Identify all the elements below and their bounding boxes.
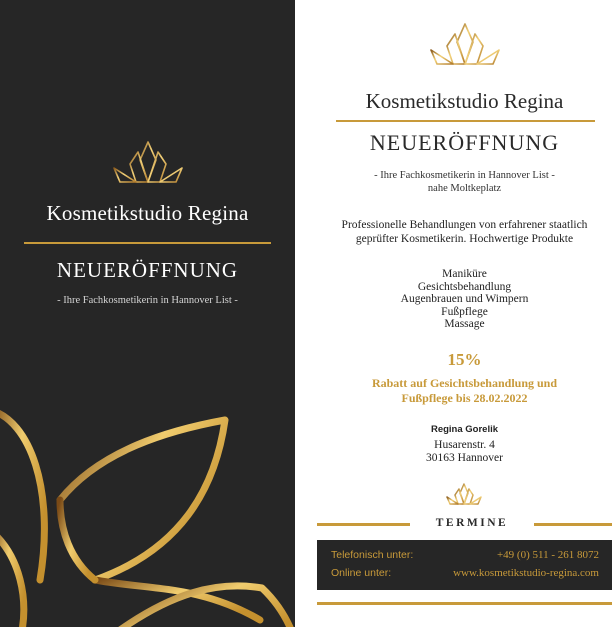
info-panel	[317, 0, 612, 627]
lotus-crown-icon	[444, 482, 484, 509]
gold-divider	[336, 120, 595, 122]
promo-text	[347, 376, 582, 406]
website-link[interactable]: www.kosmetikstudio-regina.com	[453, 567, 599, 579]
list-item: Maniküre	[442, 268, 487, 280]
description	[325, 218, 604, 246]
contact-box	[317, 540, 612, 590]
cover-panel	[0, 0, 295, 627]
subtitle-line: nahe Moltkeplatz	[427, 183, 502, 194]
gold-divider	[24, 242, 271, 244]
list-item: Fußpflege	[441, 305, 488, 318]
subtitle	[317, 169, 612, 195]
address-city: 30163 Hannover	[426, 452, 503, 464]
services-list	[317, 268, 612, 331]
headline: NEUERÖFFNUNG	[369, 130, 560, 155]
phone-link[interactable]: +49 (0) 511 - 261 8072	[496, 549, 599, 561]
description-line: Professionelle Behandlungen von erfahrener staatlich	[341, 219, 588, 231]
address	[317, 439, 612, 465]
leaf-outline-icon	[0, 380, 295, 627]
contact-row-phone	[331, 549, 599, 565]
phone-label: Telefonisch unter:	[331, 549, 414, 561]
online-label: Online unter:	[331, 567, 392, 579]
headline: NEUERÖFFNUNG	[56, 258, 239, 282]
subtitle: - Ihre Fachkosmetikerin in Hannover List -	[57, 295, 238, 306]
discount-value: 15%	[447, 350, 482, 369]
lotus-crown-icon	[425, 20, 505, 74]
owner-name: Regina Gorelik	[430, 424, 499, 435]
address-street: Husarenstr. 4	[434, 439, 495, 451]
gold-divider	[534, 523, 612, 526]
description-line: geprüfter Kosmetikerin. Hochwertige Produkte	[355, 233, 574, 245]
section-heading-termine: TERMINE	[435, 517, 509, 529]
list-item: Massage	[444, 318, 485, 330]
list-item: Gesichtsbehandlung	[417, 280, 512, 293]
list-item: Augenbrauen und Wimpern	[400, 293, 529, 305]
lotus-crown-icon	[108, 138, 188, 192]
gold-divider	[317, 602, 612, 605]
brand-name: Kosmetikstudio Regina	[46, 201, 249, 225]
subtitle-line: - Ihre Fachkosmetikerin in Hannover List -	[374, 170, 555, 181]
contact-row-online	[331, 567, 599, 583]
promo-line: Rabatt auf Gesichtsbehandlung und	[371, 376, 558, 390]
promo-line: Fußpflege bis 28.02.2022	[401, 391, 528, 405]
gold-divider	[317, 523, 410, 526]
brand-name: Kosmetikstudio Regina	[365, 89, 564, 113]
